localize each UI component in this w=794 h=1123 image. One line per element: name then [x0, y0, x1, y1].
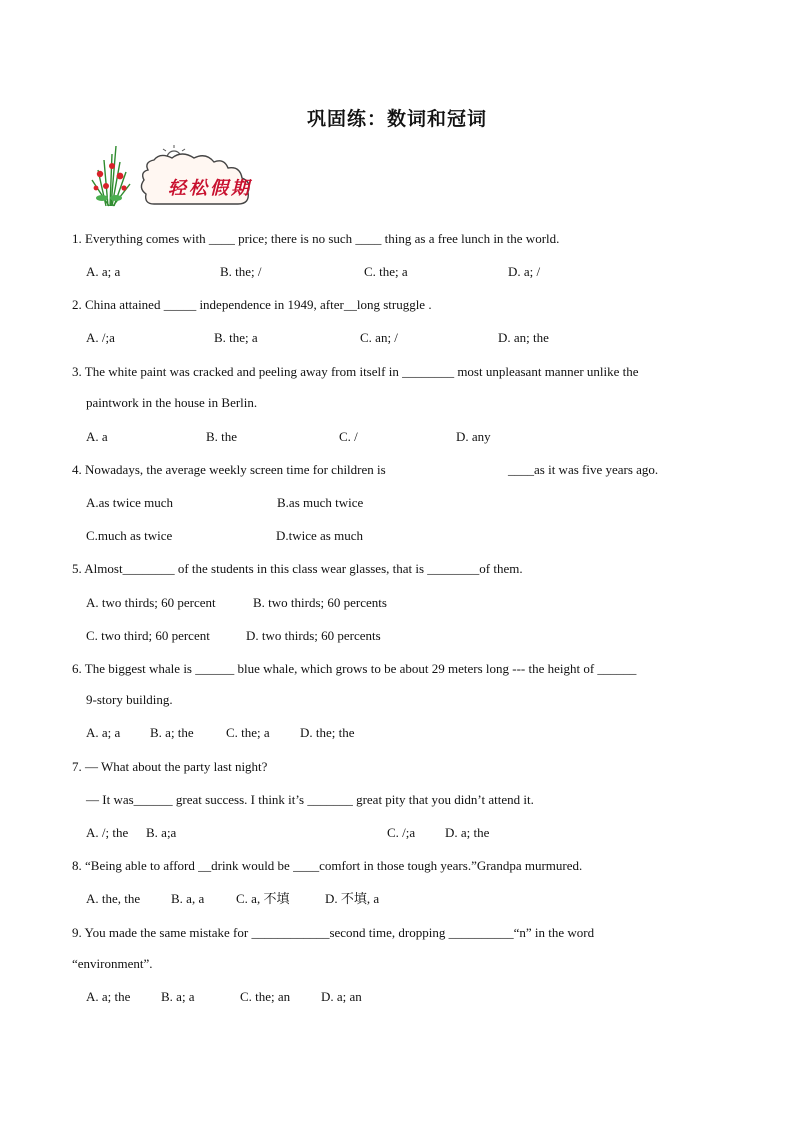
q7-option-d: D. a; the: [445, 825, 490, 840]
q9-option-b: B. a; a: [161, 989, 195, 1004]
question-8-text: 8. “Being able to afford __drink would be ____comfort in those tough years.”Grandpa murmured.: [72, 858, 583, 873]
q7-option-c: C. /;a: [387, 825, 416, 840]
q1-option-d: D. a; /: [508, 264, 541, 279]
q3-option-b: B. the: [206, 429, 238, 444]
q3-option-d: D. any: [456, 429, 491, 444]
question-7-text: 7. — What about the party last night?: [72, 759, 268, 774]
q4-option-b: B.as much twice: [277, 495, 364, 510]
q8-option-a: A. the, the: [86, 891, 141, 906]
q4-option-c: C.much as twice: [86, 528, 173, 543]
q8-option-c: C. a, 不填: [236, 891, 290, 906]
holiday-banner: [82, 140, 282, 210]
question-7-text-cont: — It was______ great success. I think it’s _______ great pity that you didn’t attend it.: [86, 792, 534, 807]
q7-option-b: B. a;a: [146, 825, 177, 840]
page-title: 巩固练：数词和冠词: [306, 108, 487, 130]
q1-option-b: B. the; /: [220, 264, 262, 279]
question-3-text-cont: paintwork in the house in Berlin.: [86, 395, 258, 410]
q5-option-d: D. two thirds; 60 percents: [246, 628, 381, 643]
q3-option-c: C. /: [339, 429, 358, 444]
q6-option-b: B. a; the: [150, 725, 194, 740]
q8-option-b: B. a, a: [171, 891, 205, 906]
q1-option-c: C. the; a: [364, 264, 408, 279]
question-4-text-end: ____as it was five years ago.: [508, 462, 659, 477]
q2-option-c: C. an; /: [360, 330, 398, 345]
q6-option-c: C. the; a: [226, 725, 270, 740]
q9-option-c: C. the; an: [240, 989, 291, 1004]
question-9-text: 9. You made the same mistake for ____________second time, dropping __________“n” in the word: [72, 925, 595, 940]
q8-option-d: D. 不填, a: [325, 891, 380, 906]
question-6-text: 6. The biggest whale is ______ blue whale, which grows to be about 29 meters long --- the height of ______: [72, 661, 637, 676]
question-5-text: 5. Almost________ of the students in this class wear glasses, that is ________of them.: [72, 561, 523, 576]
q5-option-a: A. two thirds; 60 percent: [86, 595, 216, 610]
q9-option-a: A. a; the: [86, 989, 131, 1004]
q1-option-a: A. a; a: [86, 264, 121, 279]
q6-option-a: A. a; a: [86, 725, 121, 740]
q2-option-b: B. the; a: [214, 330, 258, 345]
question-6-text-cont: 9-story building.: [86, 692, 173, 707]
question-9-text-cont: “environment”.: [72, 956, 153, 971]
question-3-text: 3. The white paint was cracked and peeling away from itself in ________ most unpleasant manner unlike the: [72, 364, 639, 379]
q3-option-a: A. a: [86, 429, 108, 444]
q4-option-a: A.as twice much: [86, 495, 174, 510]
q2-option-a: A. /;a: [86, 330, 115, 345]
q6-option-d: D. the; the: [300, 725, 355, 740]
question-2-text: 2. China attained _____ independence in 1949, after__long struggle .: [72, 297, 432, 312]
question-4-text: 4. Nowadays, the average weekly screen time for children is: [72, 462, 386, 477]
q9-option-d: D. a; an: [321, 989, 362, 1004]
q5-option-c: C. two third; 60 percent: [86, 628, 210, 643]
q5-option-b: B. two thirds; 60 percents: [253, 595, 387, 610]
banner-label: 轻松假期: [168, 178, 252, 199]
question-1-text: 1. Everything comes with ____ price; there is no such ____ thing as a free lunch in the world.: [72, 231, 560, 246]
q7-option-a: A. /; the: [86, 825, 129, 840]
q2-option-d: D. an; the: [498, 330, 549, 345]
q4-option-d: D.twice as much: [276, 528, 364, 543]
